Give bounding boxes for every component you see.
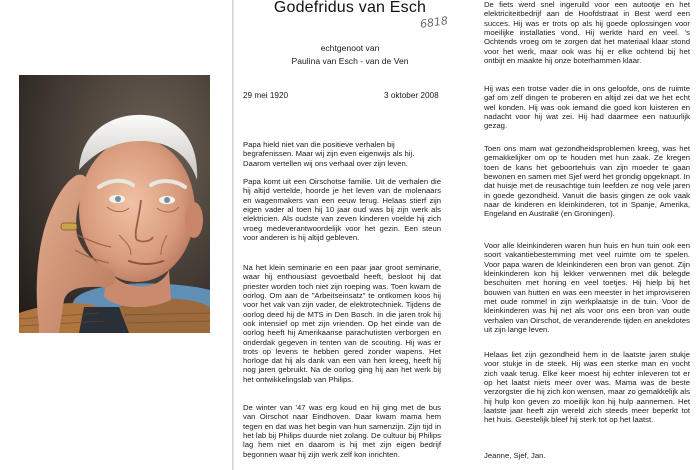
spouse-label: echtgenoot van — [320, 43, 380, 53]
portrait-photo — [19, 75, 210, 333]
column-3-paragraph-4: Voor alle kleinkinderen waren hun huis en hun tuin ook een soort vakantiebestemming met veel ruimte om te spelen. Voor papa waren de kleinkinderen een bron van genot. Zijn kleinkinderen kon hij lekker verwennen met dik belegde beschuiten met honing en veel toetjes. Hij hielp bij het bouwen van hutten en was een meester in het improviseren met oude rommel in zijn werkplaatsje in de tuin. Voor de kleinkinderen was hij net als voor ons een bron van oude verhalen van Oirschot, de veranderende tijden en anekdotes uit zijn lange leven. — [484, 241, 690, 334]
column-2-paragraph-1: Papa hield niet van die positieve verhalen bij begrafenissen. Maar wij zijn even eigenwijs als hij. Daarom vertellen wij ons verhaal over zijn leven. — [243, 140, 415, 168]
death-date: 3 oktober 2008 — [384, 91, 439, 100]
portrait-illustration — [19, 75, 210, 333]
deceased-name: Godefridus van Esch — [273, 0, 427, 16]
birth-date: 29 mei 1920 — [243, 91, 289, 100]
column-3-paragraph-3: Toen ons mam wat gezondheidsproblemen kreeg, was het gemakkelijker om op te houden met hun zaak. Ze kregen toen de kans het geboortehuis van zijn moeder te gaan bewonen en samen met Sjef werd het grondig opgeknapt. In dat huisje met de reusachtige tuin leefden ze nog vele jaren in goede gezondheid. Vanuit die basis gingen ze ook vaak naar de kinderen en kleinkinderen, tot in Spanje, Amerika, Engeland en Australië (en Groningen). — [484, 144, 690, 219]
column-2-paragraph-3: Na het klein seminarie en een paar jaar groot seminarie, waar hij enthousiast gevoetbald heeft, besloot hij dat priester worden toch niet zijn roeping was. Toen kwam de oorlog. Om aan de "Arbeitseinsatz" te ontkomen koos hij voor het vak van zijn vader, de elektrotechniek. Tijdens de oorlog deed hij de MTS in Den Bosch. In die jaren trok hij ook intensief op met zijn vrienden. Op het einde van de oorlog heeft hij Amerikaanse parachutisten verborgen en onderdak gegeven in tenten van de scouting. Hij was er trots op levens te hebben gered zonder wapens. Het horloge dat hij als dank van een van hen kreeg, heeft hij nog jaren gebruikt. Na de oorlog ging hij aan het werk bij het ontwikkelingslab van Philips. — [243, 263, 441, 384]
archive-number: 6818 — [419, 14, 449, 31]
column-2-paragraph-4: De winter van '47 was erg koud en hij ging met de bus van Oirschot naar Eindhoven. Daar kwam mama hem tegen en dat was het begin van hun samenzijn. Zijn tijd in het lab bij Philips duurde niet zolang. De cultuur bij Philips lag hem niet en daarom is hij met zijn eigen bedrijf begonnen waar hij zijn werk zelf kon inrichten. — [243, 403, 441, 459]
page-fold — [232, 0, 234, 470]
signature-line: Jeanne, Sjef, Jan. — [484, 451, 546, 460]
spouse-name: Paulina van Esch - van de Ven — [291, 56, 409, 66]
column-3-paragraph-1: De fiets werd snel ingeruild voor een autootje en het elektriciteitbedrijf aan de Hoofdstraat in Best werd een succes. Hij was er trots op als hij goede oplossingen voor moeilijke installaties vond. Hij werkte hard en veel. 's Ochtends vroeg om te zorgen dat het materiaal klaar stond voor het werk, maar ook was hij er elke ochtend bij het ontbijt en maakte hij onze boterhammen klaar. — [484, 0, 690, 65]
column-3-paragraph-5: Helaas liet zijn gezondheid hem in de laatste jaren stukje voor stukje in de steek. Hij was een sterke man en vocht zich vaak terug. Elke keer moest hij echter inleveren tot er op het laatst niets meer over was. Mama was de beste verzorgster die hij zich kon wensen, maar zo gemakkelijk als hij hulp kon geven zo moeilijk kon hij hulp aannemen. Het laatste jaar heeft zijn wereld zich steeds meer beperkt tot het huis. Geestelijk bleef hij sterk tot op het laatst. — [484, 350, 690, 425]
column-3-paragraph-2: Hij was een trotse vader die in ons geloofde, ons de ruimte gaf om zelf dingen te proberen en altijd zei dat we het echt wel konden. Hij was ook iemand die goed kon luisteren en nadacht voor hij wat zei. Hij had daarmee een natuurlijk gezag. — [484, 84, 690, 131]
column-2-paragraph-2: Papa komt uit een Oirschotse familie. Uit de verhalen die hij altijd vertelde, hoorde je het leven van de molenaars en wagenmakers van een eeuw terug. Helaas stierf zijn eigen vader al toen hij 10 jaar oud was bij zijn werk als elektricien. Als oudste van zeven kinderen voelde hij zich vroeg medeverantwoordelijk voor het gezin. Een steun voor anderen is hij altijd gebleven. — [243, 177, 441, 242]
